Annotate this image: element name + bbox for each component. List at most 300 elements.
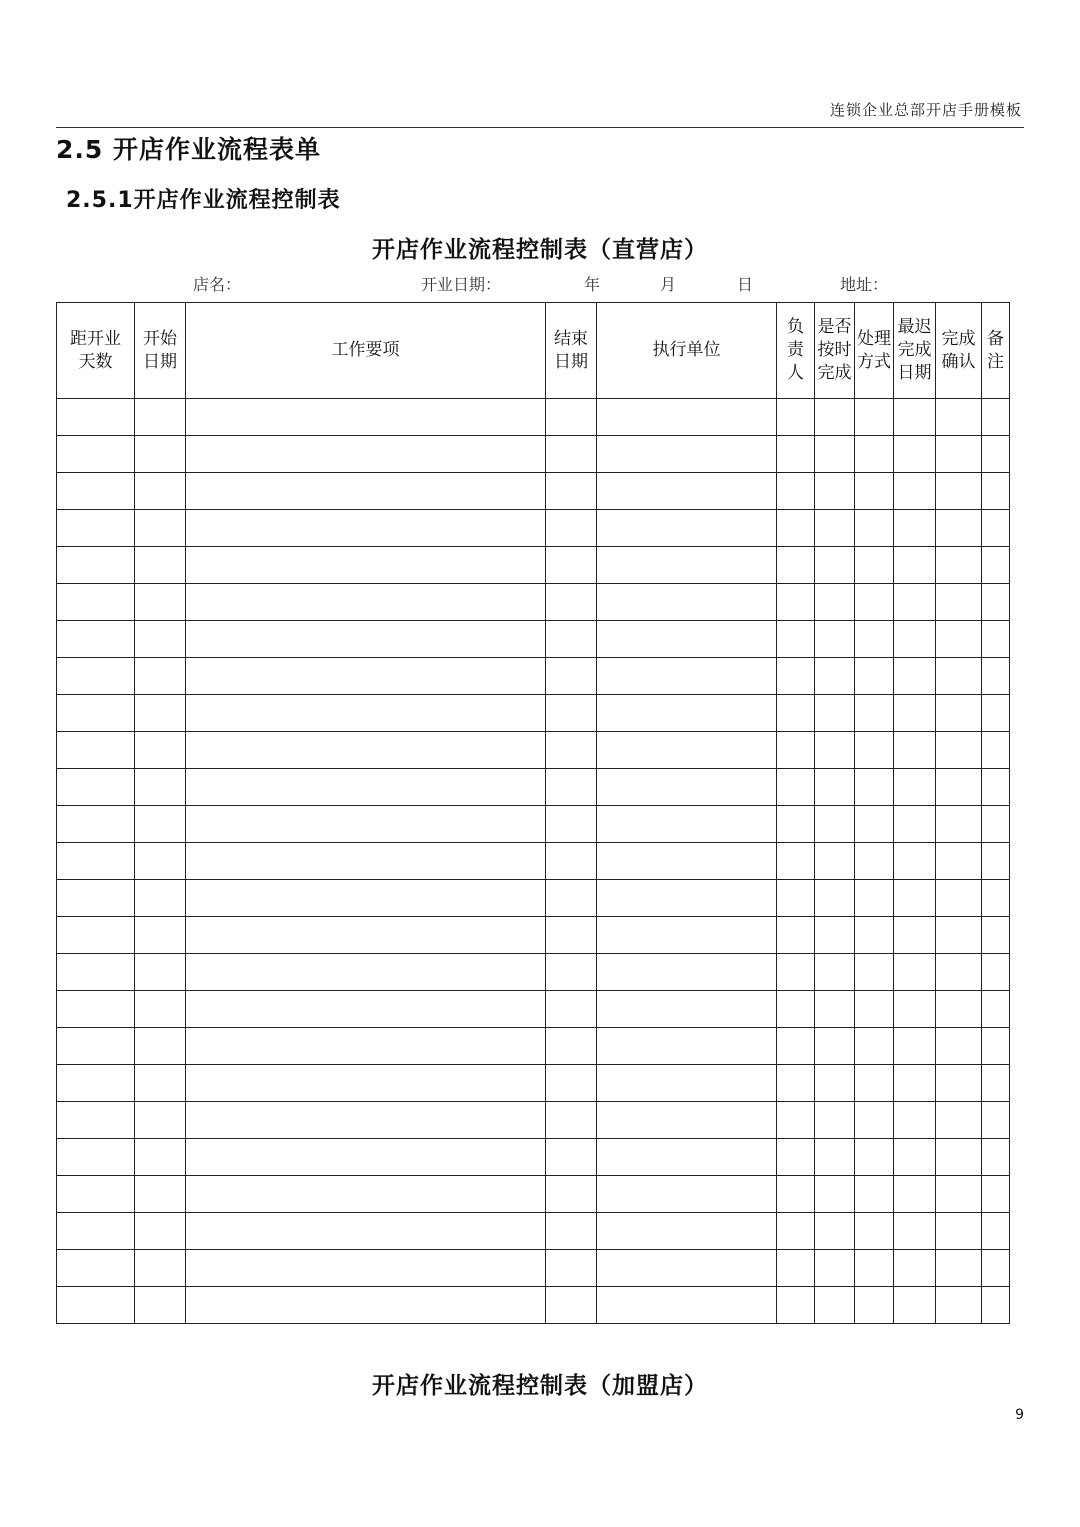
table-cell[interactable] (894, 1287, 936, 1324)
table-cell[interactable] (546, 547, 597, 584)
table-cell[interactable] (777, 1287, 815, 1324)
table-cell[interactable] (546, 1213, 597, 1250)
table-cell[interactable] (186, 658, 546, 695)
table-cell[interactable] (855, 991, 894, 1028)
column-header (894, 303, 936, 399)
table-cell[interactable] (57, 584, 135, 621)
table-cell[interactable] (597, 991, 777, 1028)
table-cell[interactable] (982, 473, 1010, 510)
table-cell[interactable] (186, 547, 546, 584)
table-cell[interactable] (135, 547, 186, 584)
table-cell[interactable] (855, 658, 894, 695)
table-cell[interactable] (815, 1287, 855, 1324)
table-cell[interactable] (546, 917, 597, 954)
table-cell[interactable] (186, 399, 546, 436)
table-cell[interactable] (982, 1250, 1010, 1287)
table-cell[interactable] (982, 436, 1010, 473)
table-cell[interactable] (546, 510, 597, 547)
table-cell[interactable] (546, 769, 597, 806)
table-cell[interactable] (57, 991, 135, 1028)
table-cell[interactable] (546, 584, 597, 621)
table-cell[interactable] (597, 1102, 777, 1139)
table-cell[interactable] (936, 436, 982, 473)
table-cell[interactable] (597, 1139, 777, 1176)
table-row (57, 880, 1010, 917)
table-cell[interactable] (546, 1102, 597, 1139)
table-cell[interactable] (777, 880, 815, 917)
table-cell[interactable] (894, 917, 936, 954)
table-cell[interactable] (815, 584, 855, 621)
table-body (57, 399, 1010, 1324)
table-cell[interactable] (57, 806, 135, 843)
table-cell[interactable] (777, 1028, 815, 1065)
table-cell[interactable] (894, 584, 936, 621)
table-cell[interactable] (855, 473, 894, 510)
column-header-line: 日期 (554, 351, 588, 372)
table-cell[interactable] (777, 1102, 815, 1139)
table-cell[interactable] (135, 695, 186, 732)
table-header-row (57, 303, 1010, 399)
table-cell[interactable] (815, 1250, 855, 1287)
table-cell[interactable] (135, 473, 186, 510)
table-cell[interactable] (855, 1176, 894, 1213)
table-cell[interactable] (597, 1287, 777, 1324)
table-cell[interactable] (777, 621, 815, 658)
table-cell[interactable] (597, 1065, 777, 1102)
table-cell[interactable] (597, 954, 777, 991)
table-cell[interactable] (135, 1102, 186, 1139)
table-cell[interactable] (894, 1065, 936, 1102)
table-cell[interactable] (57, 1250, 135, 1287)
table-cell[interactable] (815, 843, 855, 880)
table-cell[interactable] (186, 843, 546, 880)
table-cell[interactable] (936, 917, 982, 954)
table-cell[interactable] (546, 1176, 597, 1213)
table-cell[interactable] (546, 843, 597, 880)
table-cell[interactable] (186, 473, 546, 510)
table-cell[interactable] (894, 510, 936, 547)
table-cell[interactable] (135, 1139, 186, 1176)
table-cell[interactable] (815, 1065, 855, 1102)
table-cell[interactable] (855, 806, 894, 843)
table-row (57, 806, 1010, 843)
table-cell[interactable] (186, 806, 546, 843)
table-cell[interactable] (135, 1028, 186, 1065)
table-cell[interactable] (186, 732, 546, 769)
column-header (936, 303, 982, 399)
table-cell[interactable] (815, 880, 855, 917)
table-cell[interactable] (936, 1213, 982, 1250)
table-cell[interactable] (815, 510, 855, 547)
table-cell[interactable] (936, 1176, 982, 1213)
table-cell[interactable] (57, 732, 135, 769)
table-cell[interactable] (936, 769, 982, 806)
table-cell[interactable] (135, 1065, 186, 1102)
table-cell[interactable] (597, 732, 777, 769)
column-header-line: 处理 (857, 328, 891, 349)
table-cell[interactable] (135, 584, 186, 621)
table-cell[interactable] (894, 1028, 936, 1065)
table-cell[interactable] (855, 769, 894, 806)
table-cell[interactable] (777, 843, 815, 880)
table-cell[interactable] (597, 436, 777, 473)
table-cell[interactable] (57, 843, 135, 880)
table-cell[interactable] (777, 769, 815, 806)
table-cell[interactable] (135, 510, 186, 547)
table-cell[interactable] (777, 1176, 815, 1213)
table-cell[interactable] (855, 1102, 894, 1139)
table-cell[interactable] (855, 880, 894, 917)
table-cell[interactable] (777, 917, 815, 954)
table-cell[interactable] (894, 1139, 936, 1176)
table-cell[interactable] (546, 436, 597, 473)
table-cell[interactable] (982, 1028, 1010, 1065)
table-cell[interactable] (135, 1176, 186, 1213)
table-cell[interactable] (57, 1176, 135, 1213)
table-cell[interactable] (936, 584, 982, 621)
table-cell[interactable] (982, 695, 1010, 732)
table-cell[interactable] (815, 473, 855, 510)
table-cell[interactable] (57, 658, 135, 695)
table-cell[interactable] (815, 1102, 855, 1139)
table-cell[interactable] (57, 695, 135, 732)
table-cell[interactable] (982, 991, 1010, 1028)
table-cell[interactable] (815, 732, 855, 769)
table-cell[interactable] (186, 954, 546, 991)
table-cell[interactable] (982, 917, 1010, 954)
table-row (57, 584, 1010, 621)
table-cell[interactable] (855, 399, 894, 436)
table-cell[interactable] (936, 1287, 982, 1324)
table-cell[interactable] (855, 1287, 894, 1324)
table-cell[interactable] (597, 880, 777, 917)
table-cell[interactable] (982, 399, 1010, 436)
table-cell[interactable] (894, 621, 936, 658)
table-cell[interactable] (936, 695, 982, 732)
table-cell[interactable] (186, 695, 546, 732)
table-cell[interactable] (936, 547, 982, 584)
table-cell[interactable] (597, 769, 777, 806)
table-cell[interactable] (777, 1213, 815, 1250)
table-cell[interactable] (855, 1028, 894, 1065)
table-cell[interactable] (855, 954, 894, 991)
table-cell[interactable] (57, 1102, 135, 1139)
table-cell[interactable] (57, 1065, 135, 1102)
table-cell[interactable] (894, 954, 936, 991)
table-cell[interactable] (135, 658, 186, 695)
table-cell[interactable] (57, 473, 135, 510)
table-cell[interactable] (894, 732, 936, 769)
table-cell[interactable] (57, 917, 135, 954)
table-cell[interactable] (57, 510, 135, 547)
table-cell[interactable] (982, 806, 1010, 843)
table-cell[interactable] (186, 510, 546, 547)
table-cell[interactable] (57, 1139, 135, 1176)
table-cell[interactable] (936, 621, 982, 658)
table-cell[interactable] (894, 880, 936, 917)
table-cell[interactable] (186, 917, 546, 954)
table-cell[interactable] (546, 732, 597, 769)
table-cell[interactable] (777, 547, 815, 584)
table-cell[interactable] (57, 399, 135, 436)
table-cell[interactable] (186, 769, 546, 806)
column-header-line: 结束 (554, 328, 588, 349)
table-cell[interactable] (135, 843, 186, 880)
table-cell[interactable] (936, 880, 982, 917)
table-cell[interactable] (894, 436, 936, 473)
table-cell[interactable] (546, 1028, 597, 1065)
table-cell[interactable] (546, 473, 597, 510)
table-cell[interactable] (894, 399, 936, 436)
table-cell[interactable] (815, 1213, 855, 1250)
table-cell[interactable] (777, 1250, 815, 1287)
column-header (597, 303, 777, 399)
table-cell[interactable] (936, 1139, 982, 1176)
table-cell[interactable] (982, 1176, 1010, 1213)
table-cell[interactable] (135, 621, 186, 658)
table-cell[interactable] (546, 880, 597, 917)
table-cell[interactable] (982, 584, 1010, 621)
table-cell[interactable] (777, 1065, 815, 1102)
table-cell[interactable] (186, 1102, 546, 1139)
table-cell[interactable] (982, 843, 1010, 880)
table-cell[interactable] (186, 1028, 546, 1065)
table-cell[interactable] (777, 399, 815, 436)
table-cell[interactable] (936, 399, 982, 436)
table-cell[interactable] (135, 732, 186, 769)
table-cell[interactable] (135, 399, 186, 436)
table-cell[interactable] (894, 1213, 936, 1250)
table-cell[interactable] (894, 1176, 936, 1213)
column-header-line: 日期 (143, 351, 177, 372)
table-row (57, 658, 1010, 695)
table-cell[interactable] (546, 1287, 597, 1324)
table-row (57, 1176, 1010, 1213)
table-cell[interactable] (815, 769, 855, 806)
table-cell[interactable] (936, 843, 982, 880)
table-cell[interactable] (597, 584, 777, 621)
table-cell[interactable] (135, 806, 186, 843)
table-cell[interactable] (186, 1139, 546, 1176)
table-cell[interactable] (597, 473, 777, 510)
table-cell[interactable] (57, 769, 135, 806)
table-cell[interactable] (982, 547, 1010, 584)
table-cell[interactable] (135, 917, 186, 954)
page-number: 9 (1015, 1407, 1024, 1423)
table-cell[interactable] (57, 621, 135, 658)
table-cell[interactable] (894, 843, 936, 880)
table-cell[interactable] (855, 1213, 894, 1250)
table-cell[interactable] (135, 1213, 186, 1250)
table-cell[interactable] (777, 658, 815, 695)
table-cell[interactable] (936, 510, 982, 547)
table-cell[interactable] (815, 1028, 855, 1065)
table-cell[interactable] (815, 806, 855, 843)
table-cell[interactable] (815, 1176, 855, 1213)
table-cell[interactable] (855, 1139, 894, 1176)
table-cell[interactable] (777, 584, 815, 621)
table-cell[interactable] (815, 991, 855, 1028)
table-cell[interactable] (982, 1213, 1010, 1250)
table-cell[interactable] (855, 732, 894, 769)
table-cell[interactable] (57, 1028, 135, 1065)
table-cell[interactable] (597, 621, 777, 658)
table-cell[interactable] (57, 436, 135, 473)
table-cell[interactable] (855, 917, 894, 954)
column-header (546, 303, 597, 399)
table-cell[interactable] (546, 954, 597, 991)
table-cell[interactable] (597, 695, 777, 732)
table-cell[interactable] (186, 584, 546, 621)
table-cell[interactable] (186, 621, 546, 658)
table-cell[interactable] (894, 658, 936, 695)
column-header-line: 确认 (941, 351, 976, 372)
table-cell[interactable] (815, 621, 855, 658)
table-cell[interactable] (936, 1250, 982, 1287)
table-cell[interactable] (982, 1102, 1010, 1139)
table-cell[interactable] (894, 1250, 936, 1287)
table-cell[interactable] (815, 436, 855, 473)
table-cell[interactable] (57, 954, 135, 991)
table-cell[interactable] (982, 510, 1010, 547)
table-cell[interactable] (546, 1139, 597, 1176)
table-cell[interactable] (546, 658, 597, 695)
table-cell[interactable] (936, 1102, 982, 1139)
franchise-store-table-title: 开店作业流程控制表（加盟店） (372, 1373, 708, 1399)
column-header-line: 天数 (78, 351, 113, 372)
table-cell[interactable] (855, 510, 894, 547)
table-cell[interactable] (815, 547, 855, 584)
table-cell[interactable] (855, 1250, 894, 1287)
table-cell[interactable] (894, 991, 936, 1028)
table-cell[interactable] (894, 695, 936, 732)
table-cell[interactable] (855, 547, 894, 584)
table-cell[interactable] (597, 1213, 777, 1250)
table-cell[interactable] (982, 1287, 1010, 1324)
table-row (57, 621, 1010, 658)
table-cell[interactable] (982, 769, 1010, 806)
table-cell[interactable] (936, 1065, 982, 1102)
table-cell[interactable] (135, 1250, 186, 1287)
table-cell[interactable] (135, 954, 186, 991)
table-cell[interactable] (982, 1139, 1010, 1176)
table-cell[interactable] (546, 1250, 597, 1287)
table-cell[interactable] (135, 1287, 186, 1324)
subsection-heading: 2.5.1开店作业流程控制表 (66, 188, 341, 213)
table-cell[interactable] (894, 1102, 936, 1139)
table-cell[interactable] (855, 584, 894, 621)
column-header-line: 完成 (941, 328, 976, 349)
table-cell[interactable] (815, 1139, 855, 1176)
table-cell[interactable] (186, 1176, 546, 1213)
table-cell[interactable] (815, 917, 855, 954)
table-cell[interactable] (982, 880, 1010, 917)
table-cell[interactable] (597, 1250, 777, 1287)
table-cell[interactable] (855, 621, 894, 658)
table-cell[interactable] (855, 695, 894, 732)
column-header-line: 日期 (897, 362, 932, 383)
table-cell[interactable] (186, 1065, 546, 1102)
table-cell[interactable] (982, 621, 1010, 658)
table-cell[interactable] (546, 399, 597, 436)
table-cell[interactable] (135, 769, 186, 806)
table-cell[interactable] (894, 547, 936, 584)
table-cell[interactable] (815, 399, 855, 436)
table-cell[interactable] (135, 991, 186, 1028)
table-cell[interactable] (186, 436, 546, 473)
table-cell[interactable] (597, 1028, 777, 1065)
table-cell[interactable] (936, 991, 982, 1028)
table-cell[interactable] (982, 954, 1010, 991)
table-cell[interactable] (777, 436, 815, 473)
table-cell[interactable] (135, 880, 186, 917)
table-cell[interactable] (777, 510, 815, 547)
table-cell[interactable] (186, 880, 546, 917)
table-row (57, 547, 1010, 584)
table-cell[interactable] (597, 917, 777, 954)
table-cell[interactable] (936, 954, 982, 991)
table-cell[interactable] (936, 658, 982, 695)
table-cell[interactable] (186, 991, 546, 1028)
table-cell[interactable] (777, 695, 815, 732)
table-cell[interactable] (597, 547, 777, 584)
table-cell[interactable] (777, 806, 815, 843)
table-cell[interactable] (815, 658, 855, 695)
table-cell[interactable] (982, 658, 1010, 695)
table-cell[interactable] (597, 843, 777, 880)
table-cell[interactable] (777, 473, 815, 510)
table-cell[interactable] (936, 806, 982, 843)
table-cell[interactable] (982, 1065, 1010, 1102)
table-cell[interactable] (57, 547, 135, 584)
table-cell[interactable] (597, 399, 777, 436)
table-cell[interactable] (186, 1287, 546, 1324)
table-cell[interactable] (855, 436, 894, 473)
table-cell[interactable] (777, 991, 815, 1028)
table-cell[interactable] (982, 732, 1010, 769)
table-cell[interactable] (936, 473, 982, 510)
table-cell[interactable] (815, 954, 855, 991)
table-cell[interactable] (894, 473, 936, 510)
table-cell[interactable] (855, 1065, 894, 1102)
table-cell[interactable] (597, 806, 777, 843)
table-cell[interactable] (546, 1065, 597, 1102)
table-cell[interactable] (597, 658, 777, 695)
table-cell[interactable] (186, 1250, 546, 1287)
table-cell[interactable] (936, 1028, 982, 1065)
table-cell[interactable] (894, 769, 936, 806)
table-cell[interactable] (546, 806, 597, 843)
table-cell[interactable] (777, 732, 815, 769)
table-cell[interactable] (546, 695, 597, 732)
table-cell[interactable] (546, 991, 597, 1028)
table-cell[interactable] (57, 1213, 135, 1250)
table-cell[interactable] (597, 510, 777, 547)
table-cell[interactable] (815, 695, 855, 732)
table-cell[interactable] (135, 436, 186, 473)
table-row (57, 917, 1010, 954)
table-cell[interactable] (777, 1139, 815, 1176)
table-cell[interactable] (597, 1176, 777, 1213)
table-cell[interactable] (855, 843, 894, 880)
table-cell[interactable] (186, 1213, 546, 1250)
table-cell[interactable] (57, 880, 135, 917)
table-cell[interactable] (936, 732, 982, 769)
table-cell[interactable] (894, 806, 936, 843)
table-cell[interactable] (777, 954, 815, 991)
table-cell[interactable] (546, 621, 597, 658)
table-cell[interactable] (57, 1287, 135, 1324)
